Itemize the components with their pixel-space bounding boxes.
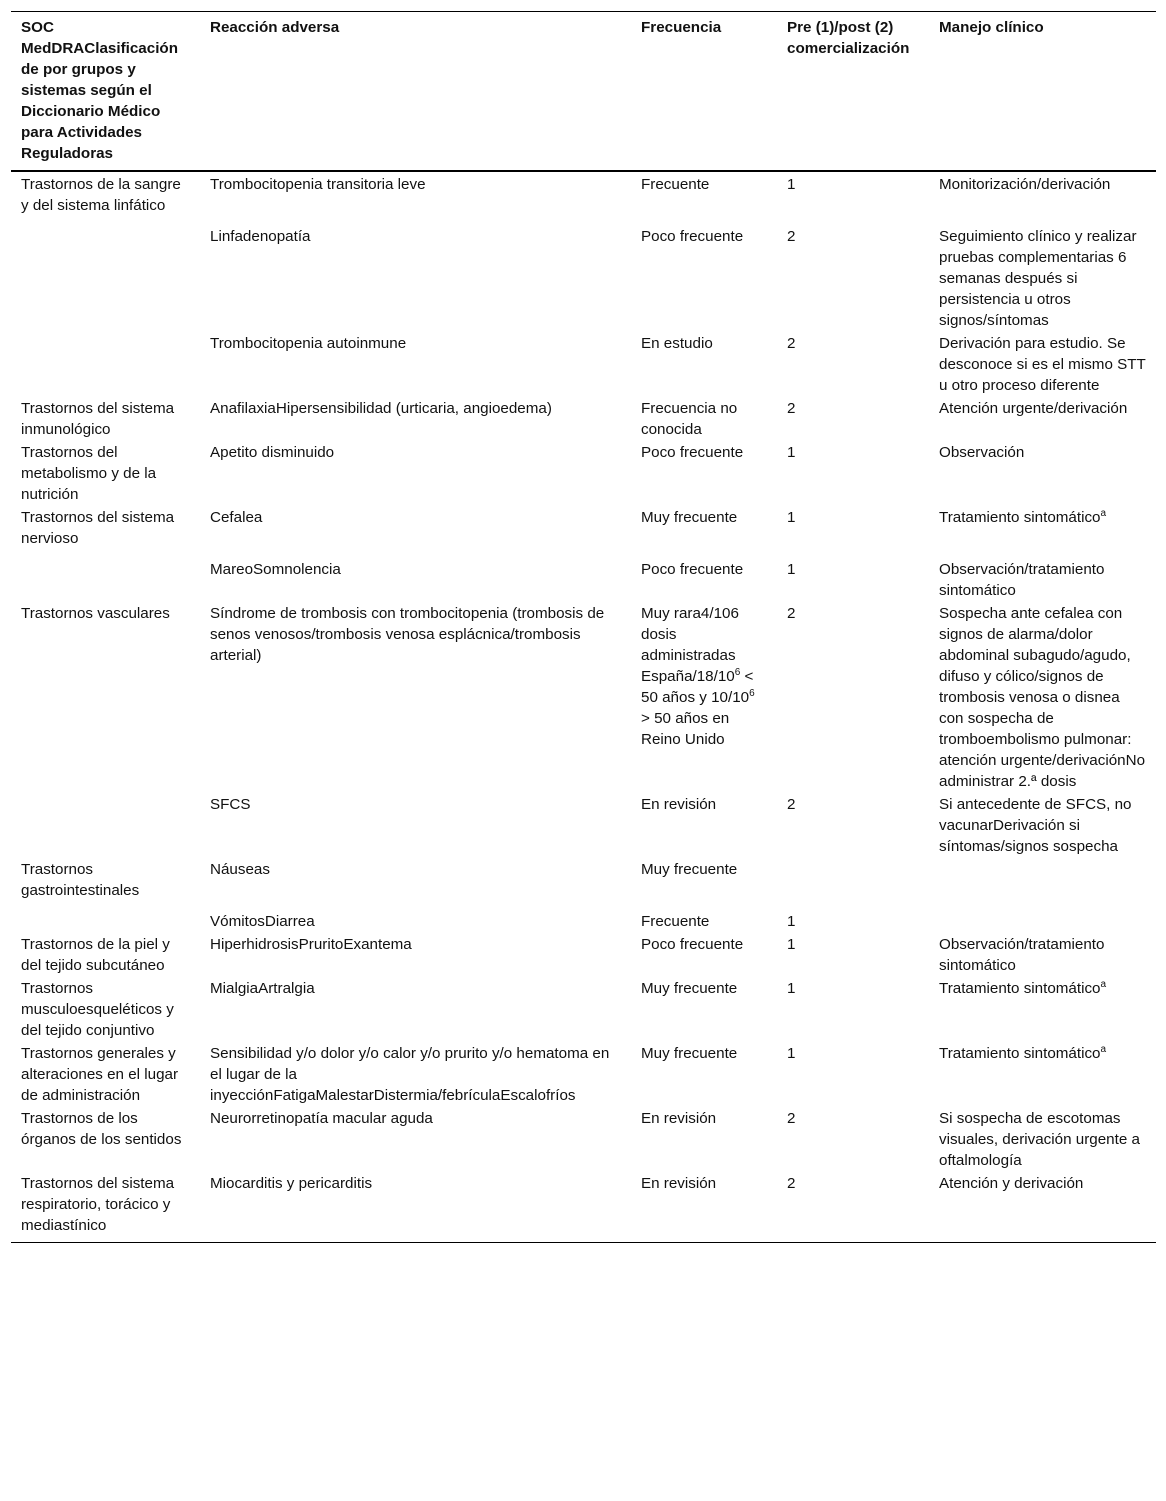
- cell-frequency: En estudio: [641, 335, 713, 352]
- cell-reaction: MareoSomnolencia: [210, 561, 341, 578]
- cell-soc: Trastornos gastrointestinales: [21, 861, 140, 899]
- table-row: [11, 910, 1156, 933]
- cell-frequency: [631, 602, 777, 793]
- cell-management: Si antecedente de SFCS, no vacunarDerivación si síntomas/signos sospecha: [939, 796, 1132, 855]
- cell-reaction: Trombocitopenia autoinmune: [210, 335, 407, 352]
- cell-prepost: 2: [787, 605, 796, 622]
- cell-reaction: Neurorretinopatía macular aguda: [210, 1110, 433, 1127]
- cell-prepost: [777, 858, 929, 910]
- cell-reaction: SFCS: [210, 796, 251, 813]
- cell-frequency: Poco frecuente: [641, 228, 744, 245]
- cell-soc: Trastornos del sistema inmunológico: [21, 400, 175, 438]
- cell-management: [929, 1042, 1156, 1107]
- footnote-marker: a: [1100, 978, 1107, 990]
- exponent: 6: [734, 666, 741, 678]
- table-row: [11, 397, 1156, 441]
- cell-soc: Trastornos del sistema nervioso: [21, 509, 175, 547]
- table-row: [11, 793, 1156, 858]
- table-row: [11, 332, 1156, 397]
- cell-reaction: Cefalea: [210, 509, 263, 526]
- cell-reaction: Sensibilidad y/o dolor y/o calor y/o prurito y/o hematoma en el lugar de la inyecciónFatigaMalestarDistermia/febrículaEscalofríos: [210, 1045, 610, 1104]
- cell-frequency: Muy frecuente: [641, 861, 738, 878]
- cell-prepost: 1: [787, 913, 796, 930]
- cell-frequency: Poco frecuente: [641, 561, 744, 578]
- header-frequency: Frecuencia: [641, 19, 722, 36]
- cell-reaction: VómitosDiarrea: [210, 913, 315, 930]
- cell-prepost: 1: [787, 1045, 796, 1062]
- cell-frequency: Frecuente: [641, 913, 710, 930]
- cell-frequency: Muy frecuente: [641, 980, 738, 997]
- management-text: Tratamiento sintomático: [939, 1045, 1101, 1062]
- cell-soc: Trastornos generales y alteraciones en el lugar de administración: [21, 1045, 179, 1104]
- exponent: 6: [749, 687, 755, 699]
- frequency-text: > 50 años en Reino Unido: [641, 710, 730, 748]
- cell-frequency: Muy frecuente: [641, 1045, 738, 1062]
- cell-prepost: 2: [787, 228, 796, 245]
- cell-management: [929, 858, 1156, 910]
- cell-reaction: Trombocitopenia transitoria leve: [210, 176, 426, 193]
- cell-frequency: En revisión: [641, 796, 717, 813]
- cell-soc: [11, 558, 200, 602]
- header-reaction: Reacción adversa: [210, 19, 340, 36]
- frequency-text: < 50 años y 10/10: [641, 668, 754, 706]
- cell-soc: Trastornos vasculares: [21, 605, 170, 622]
- cell-frequency: Frecuente: [641, 176, 710, 193]
- cell-management: [929, 977, 1156, 1042]
- cell-management: Observación/tratamiento sintomático: [939, 561, 1105, 599]
- cell-soc: Trastornos del sistema respiratorio, torácico y mediastínico: [21, 1175, 175, 1234]
- cell-management: Atención urgente/derivación: [939, 400, 1128, 417]
- cell-prepost: 1: [787, 561, 796, 578]
- table-body: [11, 171, 1156, 1243]
- adverse-reactions-table: [11, 11, 1156, 1243]
- management-text: Tratamiento sintomático: [939, 509, 1101, 526]
- table-row: [11, 1042, 1156, 1107]
- header-management: Manejo clínico: [939, 19, 1044, 36]
- footnote-marker: a: [1100, 1043, 1107, 1055]
- table-row: [11, 933, 1156, 977]
- table-row: [11, 171, 1156, 225]
- header-prepost: Pre (1)/post (2) comercialización: [787, 19, 910, 57]
- table-row: [11, 602, 1156, 793]
- cell-management: Observación/tratamiento sintomático: [939, 936, 1105, 974]
- cell-management: Atención y derivación: [939, 1175, 1084, 1192]
- cell-frequency: Frecuencia no conocida: [641, 400, 738, 438]
- cell-prepost: 1: [787, 176, 796, 193]
- cell-frequency: En revisión: [641, 1110, 717, 1127]
- table-header: [11, 12, 1156, 172]
- table-row: [11, 858, 1156, 910]
- cell-reaction: Náuseas: [210, 861, 270, 878]
- cell-prepost: 1: [787, 936, 796, 953]
- management-text: Tratamiento sintomático: [939, 980, 1101, 997]
- cell-soc: Trastornos de la sangre y del sistema linfático: [21, 176, 181, 214]
- cell-management: Observación: [939, 444, 1025, 461]
- cell-soc: [11, 225, 200, 332]
- cell-prepost: 2: [787, 796, 796, 813]
- cell-soc: Trastornos del metabolismo y de la nutrición: [21, 444, 157, 503]
- cell-prepost: 1: [787, 980, 796, 997]
- cell-soc: Trastornos musculoesqueléticos y del tejido conjuntivo: [21, 980, 174, 1039]
- cell-management: [929, 506, 1156, 558]
- cell-management: Seguimiento clínico y realizar pruebas complementarias 6 semanas después si persistencia u otros signos/síntomas: [939, 228, 1137, 329]
- cell-prepost: 2: [787, 335, 796, 352]
- table-row: [11, 441, 1156, 506]
- table-row: [11, 225, 1156, 332]
- cell-reaction: Linfadenopatía: [210, 228, 311, 245]
- adverse-reactions-table-container: [11, 11, 1156, 1243]
- table-row: [11, 1172, 1156, 1243]
- cell-management: Derivación para estudio. Se desconoce si es el mismo STT u otro proceso diferente: [939, 335, 1146, 394]
- table-row: [11, 977, 1156, 1042]
- cell-reaction: Síndrome de trombosis con trombocitopenia (trombosis de senos venosos/trombosis venosa esplácnica/trombosis arterial): [210, 605, 605, 664]
- cell-prepost: 2: [787, 1110, 796, 1127]
- cell-soc: Trastornos de los órganos de los sentidos: [21, 1110, 182, 1148]
- cell-soc: [11, 332, 200, 397]
- table-row: [11, 506, 1156, 558]
- cell-reaction: AnafilaxiaHipersensibilidad (urticaria, angioedema): [210, 400, 552, 417]
- cell-management: Si sospecha de escotomas visuales, derivación urgente a oftalmología: [939, 1110, 1140, 1169]
- cell-soc: [11, 910, 200, 933]
- footnote-marker: a: [1100, 507, 1107, 519]
- cell-frequency: En revisión: [641, 1175, 717, 1192]
- cell-management: [929, 910, 1156, 933]
- cell-frequency: Poco frecuente: [641, 936, 744, 953]
- cell-prepost: 1: [787, 444, 796, 461]
- cell-reaction: Miocarditis y pericarditis: [210, 1175, 373, 1192]
- cell-management: Sospecha ante cefalea con signos de alarma/dolor abdominal subagudo/agudo, difuso y cólico/signos de trombosis venosa o disnea con sospecha de tromboembolismo pulmonar: atención urgente/derivaciónNo administrar 2.ª dosis: [939, 605, 1146, 790]
- header-row: [11, 12, 1156, 172]
- cell-frequency: Muy frecuente: [641, 509, 738, 526]
- table-row: [11, 558, 1156, 602]
- cell-prepost: 2: [787, 1175, 796, 1192]
- cell-reaction: MialgiaArtralgia: [210, 980, 315, 997]
- cell-soc: [11, 793, 200, 858]
- table-row: [11, 1107, 1156, 1172]
- cell-prepost: 1: [787, 509, 796, 526]
- cell-soc: Trastornos de la piel y del tejido subcutáneo: [21, 936, 170, 974]
- header-soc: SOC MedDRAClasificación de por grupos y sistemas según el Diccionario Médico para Actividades Reguladoras: [21, 19, 178, 162]
- cell-management: Monitorización/derivación: [939, 176, 1111, 193]
- cell-reaction: Apetito disminuido: [210, 444, 335, 461]
- cell-reaction: HiperhidrosisPruritoExantema: [210, 936, 412, 953]
- cell-prepost: 2: [787, 400, 796, 417]
- cell-frequency: Poco frecuente: [641, 444, 744, 461]
- frequency-text: Muy rara4/106 dosis administradas España/18/10: [641, 605, 739, 685]
